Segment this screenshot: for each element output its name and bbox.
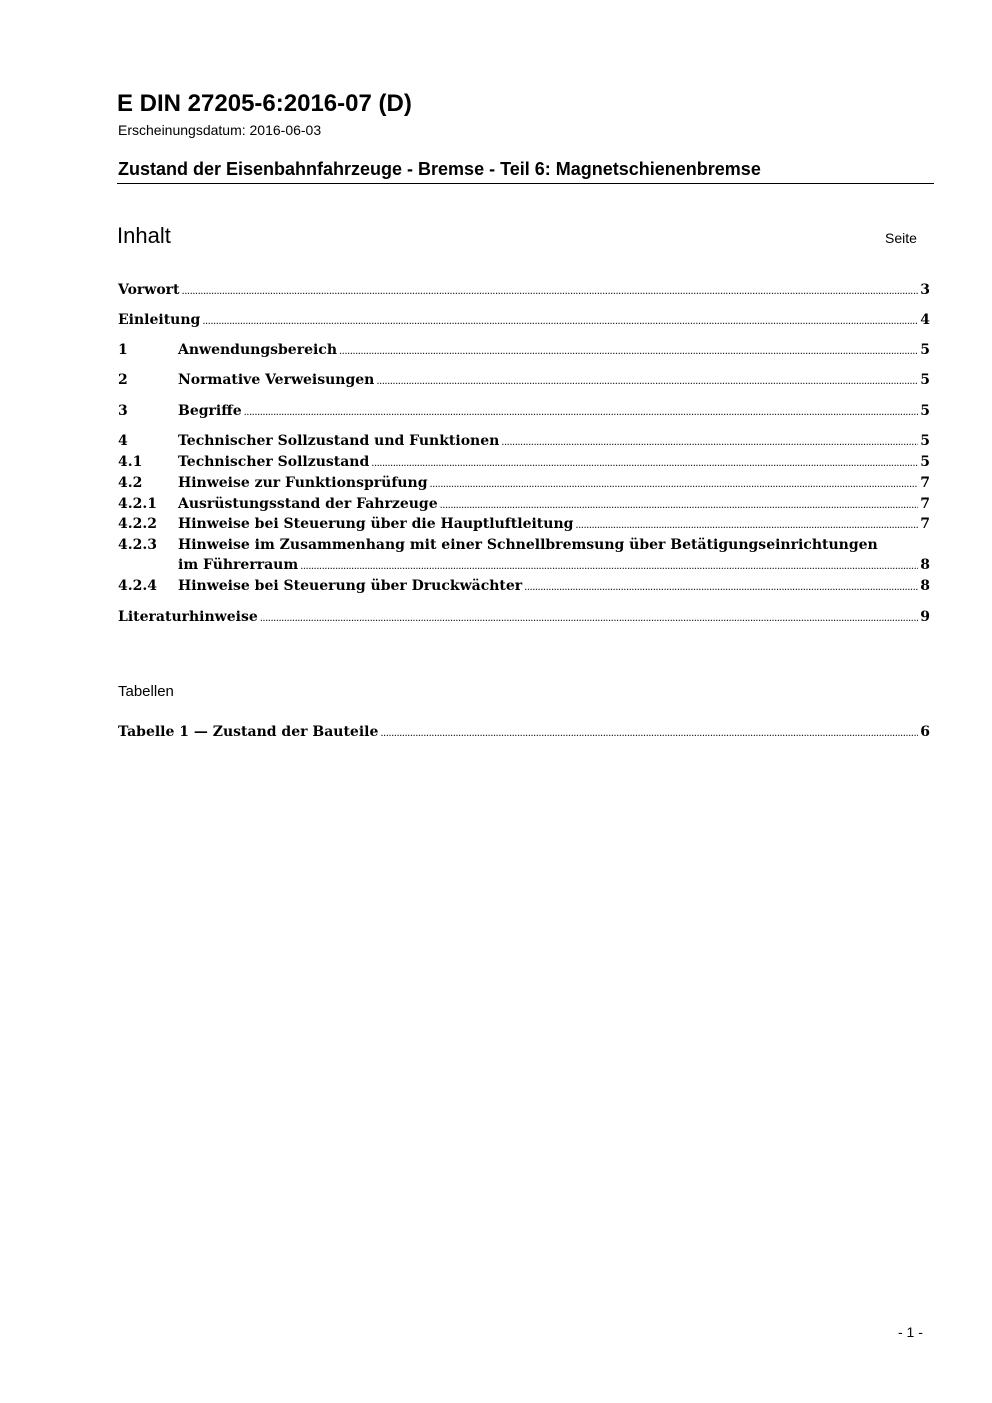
toc-entry-page: 3 — [920, 282, 930, 298]
toc-entry-text: Hinweise bei Steuerung über Druckwächter — [178, 578, 523, 594]
toc-entry-text: Einleitung — [118, 312, 201, 328]
toc-entry-number: 4.2.3 — [118, 537, 157, 553]
toc-entry-page: 9 — [920, 609, 930, 625]
toc-entry-number: 4.1 — [118, 454, 143, 470]
toc-entry-einleitung[interactable] — [118, 310, 930, 332]
toc-entry-4-2[interactable] — [118, 473, 930, 495]
toc-entry-1[interactable] — [118, 340, 930, 362]
toc-leader-dots — [244, 403, 919, 423]
toc-entry-3[interactable] — [118, 401, 930, 423]
toc-leader-dots — [260, 609, 919, 629]
document-id: E DIN 27205-6:2016-07 (D) — [117, 90, 412, 117]
toc-entry-text: Technischer Sollzustand und Funktionen — [178, 433, 500, 449]
toc-entry-text: Hinweise im Zusammenhang mit einer Schnellbremsung über Betätigungseinrichtungen — [178, 537, 878, 553]
toc-entry-number: 4.2 — [118, 475, 143, 491]
toc-leader-dots — [300, 557, 918, 577]
table-entry-text: Tabelle 1 — Zustand der Bauteile — [118, 724, 379, 740]
toc-leader-dots — [430, 475, 919, 495]
toc-entry-number: 2 — [118, 372, 128, 388]
toc-entry-2[interactable] — [118, 370, 930, 392]
toc-entry-page: 4 — [920, 312, 930, 328]
toc-leader-dots — [182, 282, 919, 302]
toc-entry-text: Hinweise zur Funktionsprüfung — [178, 475, 428, 491]
toc-entry-page: 8 — [920, 557, 930, 573]
toc-entry-number: 4.2.2 — [118, 516, 157, 532]
toc-entry-text: Technischer Sollzustand — [178, 454, 370, 470]
publication-date: Erscheinungsdatum: 2016-06-03 — [118, 122, 322, 138]
toc-entry-page: 5 — [920, 342, 930, 358]
toc-entry-text: Begriffe — [178, 403, 242, 419]
tables-heading: Tabellen — [118, 683, 174, 700]
toc-entry-4-2-3[interactable] — [118, 535, 930, 577]
toc-entry-4-2-4[interactable] — [118, 576, 930, 598]
toc-leader-dots — [524, 578, 918, 598]
toc-leader-dots — [440, 496, 919, 516]
toc-entry-text: Normative Verweisungen — [178, 372, 375, 388]
toc-entry-vorwort[interactable] — [118, 280, 930, 302]
table-entry-page: 6 — [920, 724, 930, 740]
toc-entry-page: 7 — [920, 475, 930, 491]
toc-entry-4-1[interactable] — [118, 452, 930, 474]
toc-entry-number: 4.2.4 — [118, 578, 157, 594]
toc-entry-page: 8 — [920, 578, 930, 594]
page-column-label: Seite — [885, 230, 917, 246]
table-list-entry-1[interactable] — [118, 722, 930, 744]
toc-leader-dots — [575, 516, 918, 536]
toc-entry-text: Ausrüstungsstand der Fahrzeuge — [178, 496, 438, 512]
toc-entry-number: 1 — [118, 342, 128, 358]
toc-entry-number: 4.2.1 — [118, 496, 157, 512]
toc-entry-text: Literaturhinweise — [118, 609, 258, 625]
toc-entry-text-continued: im Führerraum — [178, 557, 299, 573]
toc-entry-text: Hinweise bei Steuerung über die Hauptluftleitung — [178, 516, 574, 532]
toc-entry-4-2-1[interactable] — [118, 494, 930, 516]
title-divider — [117, 183, 934, 184]
toc-entry-page: 7 — [920, 496, 930, 512]
toc-entry-literaturhinweise[interactable] — [118, 607, 930, 629]
toc-entry-page: 7 — [920, 516, 930, 532]
toc-entry-text: Anwendungsbereich — [178, 342, 337, 358]
toc-entry-number: 4 — [118, 433, 128, 449]
toc-entry-page: 5 — [920, 433, 930, 449]
toc-heading: Inhalt — [117, 223, 171, 248]
toc-entry-text: Vorwort — [118, 282, 180, 298]
toc-entry-page: 5 — [920, 403, 930, 419]
toc-entry-page: 5 — [920, 372, 930, 388]
toc-leader-dots — [501, 433, 918, 453]
toc-entry-4[interactable] — [118, 431, 930, 453]
toc-entry-number: 3 — [118, 403, 128, 419]
toc-entry-page: 5 — [920, 454, 930, 470]
document-title: Zustand der Eisenbahnfahrzeuge - Bremse - Teil 6: Magnetschienenbremse — [118, 159, 761, 179]
toc-entry-4-2-2[interactable] — [118, 514, 930, 536]
page-number: - 1 - — [898, 1324, 923, 1340]
toc-leader-dots — [339, 342, 918, 362]
toc-leader-dots — [376, 372, 918, 392]
toc-leader-dots — [371, 454, 918, 474]
toc-leader-dots — [202, 312, 918, 332]
toc-leader-dots — [380, 724, 918, 744]
